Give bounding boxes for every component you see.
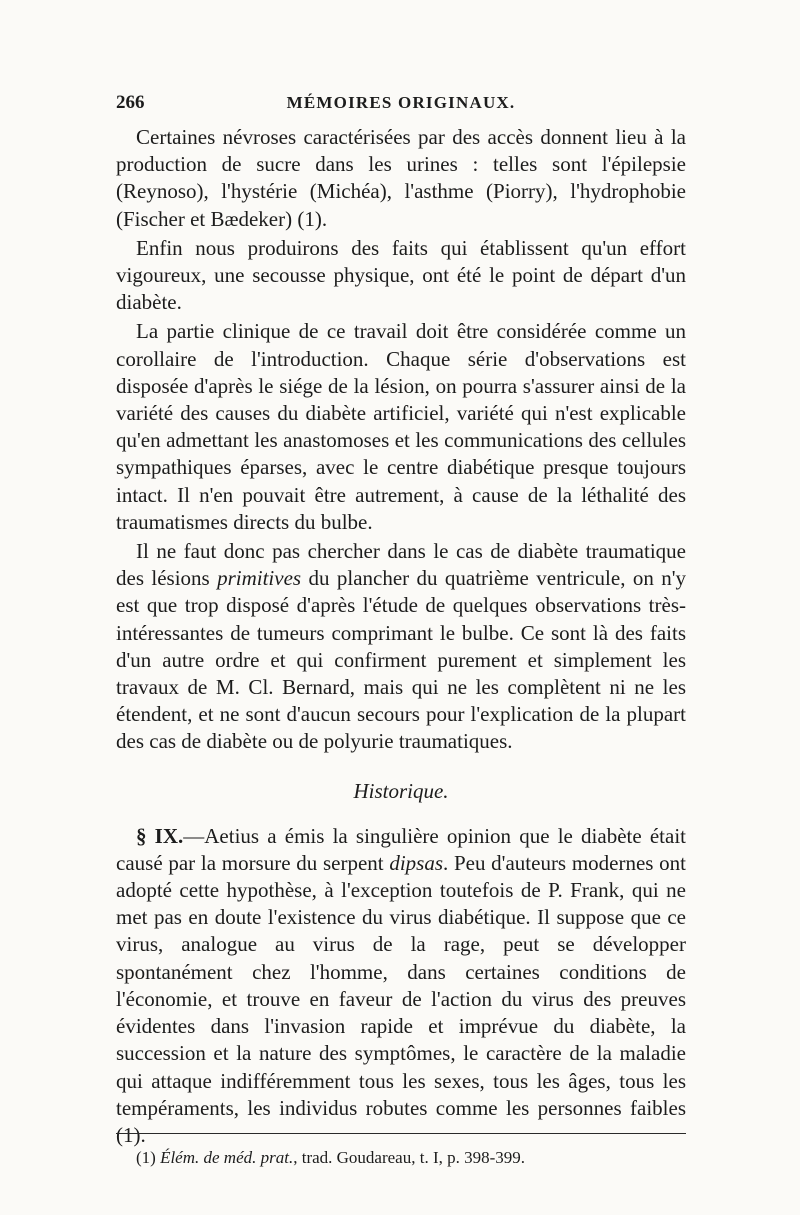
section-mark: § IX. <box>136 823 184 848</box>
paragraph-nevroses: Certaines névroses caractérisées par des accès donnent lieu à la production de sucre dans les urines : telles sont l'épilepsie (Reynoso), l'hystérie (Michéa), l'asthme (Piorry), l'hydrophobie (Fischer et Bædeker) (1). <box>116 125 686 231</box>
paragraph-lesions <box>116 538 686 756</box>
paragraph-historique <box>116 823 686 1149</box>
footnote-reference: , trad. Goudareau, t. I, p. 398-399. <box>293 1148 526 1167</box>
paragraph-clinique: La partie clinique de ce travail doit être considérée comme un corollaire de l'introduction. Chaque série d'observations est disposée d'après le siége de la lésion, on pourra s'assurer ainsi de la variété des causes du diabète artificiel, variété qui n'est explicable qu'en admettant les anastomoses et les communications des cellules sympathiques éparses, avec le centre diabétique presque toujours intact. Il n'en pouvait être autrement, à cause de la léthalité des traumatismes directs du bulbe. <box>116 319 686 534</box>
footnote-marker: (1) <box>136 1148 156 1167</box>
body-text <box>116 124 686 1149</box>
paragraph-lesions-italic: primitives <box>217 566 302 591</box>
running-head <box>116 92 686 116</box>
page-number: 266 <box>116 92 145 113</box>
paragraph-historique-italic: dipsas <box>389 850 444 875</box>
footnote <box>136 1147 686 1169</box>
section-heading: Historique. <box>353 778 449 803</box>
paragraph-effort: Enfin nous produirons des faits qui établissent qu'un effort vigoureux, une secousse physique, ont été le point de départ d'un diabète. <box>116 235 686 315</box>
paragraph-historique-text-end: . Peu d'auteurs modernes ont adopté cette hypothèse, à l'exception toutefois de P. Frank, qui ne met pas en doute l'existence du virus diabétique. Il suppose que ce virus, analogue au virus de la rage, peut se développer spontanément chez l'homme, dans certaines conditions de l'économie, et trouve en faveur de l'action du virus des preuves évidentes dans l'invasion rapide et imprévue du diabète, la succession et la nature des symptômes, le caractère de la maladie qui attaque indifféremment tous les sexes, tous les âges, tous les tempéraments, les individus robutes comme les personnes faibles (1). <box>116 850 687 1147</box>
footnote-source-title: Élém. de méd. prat. <box>160 1148 294 1167</box>
running-title: MÉMOIRES ORIGINAUX. <box>286 93 516 112</box>
paragraph-historique-text-start: —Aetius a émis la singulière opinion que le diabète était causé par la morsure du serpent <box>116 823 686 875</box>
footnote-rule <box>116 1133 686 1134</box>
paragraph-lesions-text-end: du plancher du quatrième ventricule, on n'y est que trop disposé d'après l'étude de quelques observations très-intéressantes de tumeurs comprimant le bulbe. Ce sont là des faits d'un autre ordre et qui confirment purement et simplement les travaux de M. Cl. Bernard, mais qui ne les complètent ni ne les étendent, et ne sont d'aucun secours pour l'explication de la plupart des cas de diabète ou de polyurie traumatiques. <box>116 566 686 754</box>
paragraph-lesions-text-start: Il ne faut donc pas chercher dans le cas de diabète traumatique des lésions <box>116 539 686 591</box>
